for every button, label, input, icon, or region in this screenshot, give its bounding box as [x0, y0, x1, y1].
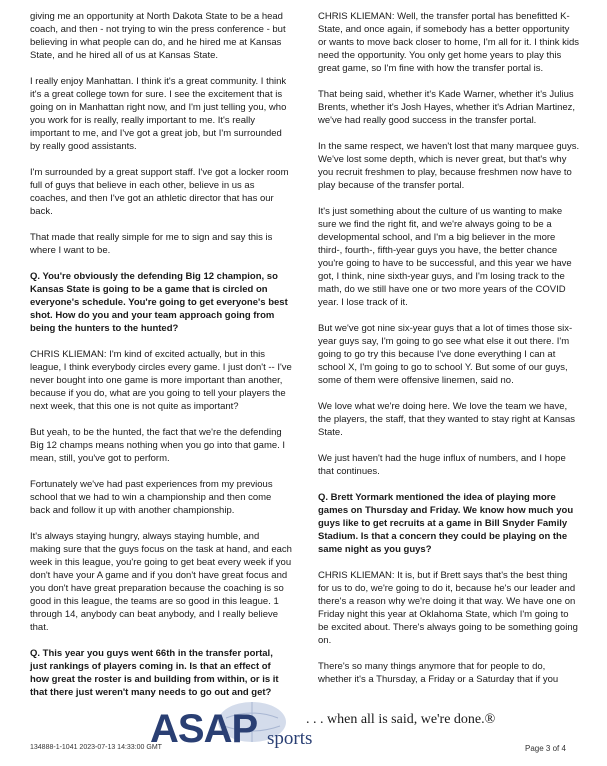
document-id: 134888-1-1041 2023-07-13 14:33:00 GMT	[30, 744, 162, 751]
transcript-paragraph: I'm surrounded by a great support staff. I've got a locker room full of guys that believe in each other, believe in us as coaches, and then I've got an athletic director that has our back.	[30, 167, 289, 217]
question-paragraph: Q. Brett Yormark mentioned the idea of playing more games on Thursday and Friday. We know how much you guys like to get recruits at a game in Bill Snyder Family Stadium. Is that a concern they could be playing on the same night as you guys?	[318, 492, 574, 555]
transcript-paragraph: CHRIS KLIEMAN: Well, the transfer portal has benefitted K-State, and once again, if somebody has a better opportunity or wants to move back closer to home, I'm all for it. I think kids need the opportunity. You only get home years to play this great game, so I'm fine with how the transfer portal is.	[318, 11, 580, 74]
transcript-paragraph: giving me an opportunity at North Dakota State to be a head coach, and then - not trying to win the press conference - but believing in what people can do, and he hired me at Kansas State, and he hired all of us at Kansas State.	[30, 11, 286, 61]
page-footer	[0, 698, 607, 766]
page-number: Page 3 of 4	[525, 744, 566, 753]
transcript-paragraph: We just haven't had the huge influx of numbers, and I hope that continues.	[318, 453, 566, 477]
right-column	[318, 10, 580, 699]
question-paragraph: Q. You're obviously the defending Big 12 champion, so Kansas State is going to be a game that is circled on everyone's schedule. You're going to get everyone's best shot. How do you and your team approach going from being the hunters to the hunted?	[30, 271, 288, 334]
transcript-paragraph: I really enjoy Manhattan. I think it's a great community. I think it's a great college town for sure. I see the excitement that is going on in Manhattan right now, and I'm just telling you, who you work for is really, really important to me. It's really important to me, and I've got a great job, but I'm surrounded by really good assistants.	[30, 76, 287, 152]
left-column	[30, 10, 292, 712]
transcript-paragraph: But we've got nine six-year guys that a lot of times those six-year guys say, I'm going to go see what else it out there. I'm going to go try this because I've done everything I can at school X, I'm going to go to school Y. But some of our guys, some of them were offensive linemen, said no.	[318, 323, 573, 386]
transcript-paragraph: In the same respect, we haven't lost that many marquee guys. We've lost some depth, which is never great, but that's why you recruit freshmen to play, because freshmen now have to play because of the transfer portal.	[318, 141, 580, 191]
transcript-paragraph: We love what we're doing here. We love the team we have, the players, the staff, that they wanted to stay right at Kansas State.	[318, 401, 576, 438]
logo-wordmark: ASAP	[150, 707, 258, 751]
transcript-paragraph: There's so many things anymore that for people to do, whether it's a Thursday, a Friday or a Saturday that if you	[318, 661, 559, 685]
transcript-paragraph: CHRIS KLIEMAN: I'm kind of excited actually, but in this league, I think everybody circles every game. I just don't -- I've never bought into one game is more important than another, because if you do, what are you going to tell your players the next week, that this one is not quite as important?	[30, 349, 292, 412]
transcript-paragraph: It's just something about the culture of us wanting to make sure we find the right fit, and we're always going to be a developmental school, and I'm a big believer in the more third-, fourth-, fifth-year guys you have, the better chance you're going to have to be successful, and this year we have got, I think, nine sixth-year guys, and I'm losing track to the math, do we still have one or two more years of the COVID year. I lose track of it.	[318, 206, 572, 308]
transcript-paragraph: Fortunately we've had past experiences from my previous school that we had to win a championship and then come back and follow it up with another championship.	[30, 479, 273, 516]
transcript-paragraph: It's always staying hungry, always staying humble, and making sure that the guys focus on the task at hand, and each week in this league, you're going to get beat every week if you don't have your A game and if you don't have great focus and you don't have great preparation because the coaching is so good in this league, the teams are so good in this league. 1 through 14, anybody can beat anybody, and I really believe that.	[30, 531, 292, 633]
logo-sports-word: sports	[267, 728, 313, 749]
transcript-paragraph: That being said, whether it's Kade Warner, whether it's Julius Brents, whether it's Josh Hayes, whether it's Adrian Martinez, we've had really good success in the transfer portal.	[318, 89, 576, 126]
transcript-paragraph: But yeah, to be the hunted, the fact that we're the defending Big 12 champs means nothing when you go into that game. I mean, still, you've got to perform.	[30, 427, 286, 464]
transcript-paragraph: CHRIS KLIEMAN: It is, but if Brett says that's the best thing for us to do, we're going to do it, because he's our leader and there's a reason why we're doing it that way. We have one on Friday night this year at Oklahoma State, which I'm going to be excited about. There's always going to be something going on.	[318, 570, 578, 646]
logo-tagline: . . . when all is said, we're done.®	[306, 712, 496, 727]
transcript-paragraph: That made that really simple for me to sign and say this is where I want to be.	[30, 232, 273, 256]
question-paragraph: Q. This year you guys went 66th in the transfer portal, just rankings of players coming in. Is that an effect of how great the roster is and building from within, or is it that there just weren't many needs to go out and get?	[30, 648, 279, 698]
